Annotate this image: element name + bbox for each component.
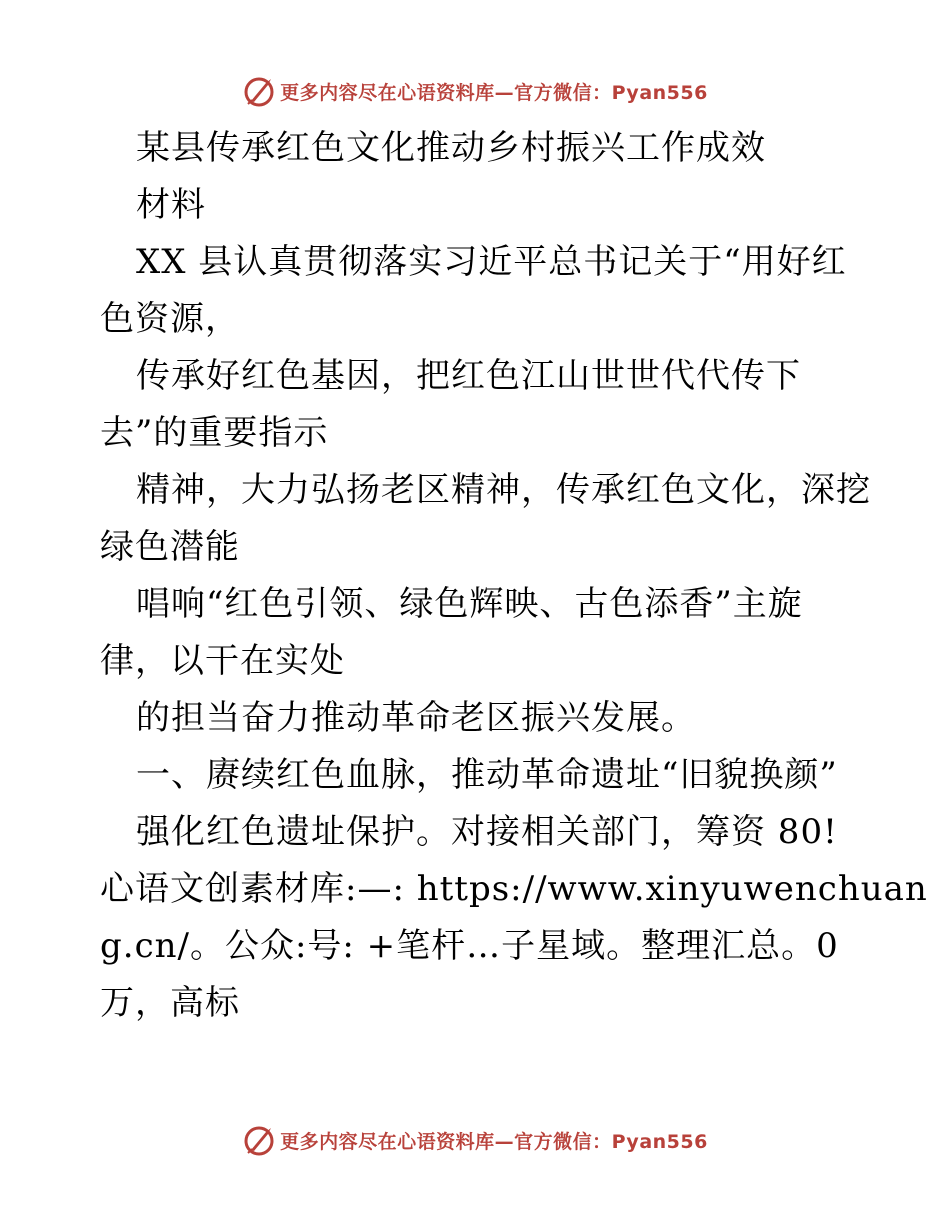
paragraph-line: 唱响“红色引领、绿色辉映、古色添香”主旋 — [136, 584, 803, 624]
footer-watermark — [0, 1120, 950, 1160]
paragraph-line: 绿色潜能 — [100, 527, 240, 567]
quill-logo-icon — [242, 1123, 276, 1157]
paragraph-line: XX 县认真贯彻落实习近平总书记关于“用好红 — [136, 242, 847, 282]
title-line-1: 某县传承红色文化推动乡村振兴工作成效 — [136, 128, 766, 168]
paragraph-line: 心语文创素材库:—: https://www.xinyuwenchuan — [100, 869, 928, 909]
paragraph-line: 的担当奋力推动革命老区振兴发展。 — [136, 698, 696, 738]
section-heading: 一、赓续红色血脉，推动革命遗址“旧貌换颜” — [136, 755, 838, 795]
paragraph-line: 精神，大力弘扬老区精神，传承红色文化，深挖 — [136, 470, 871, 510]
paragraph-line: 强化红色遗址保护。对接相关部门，筹资 80! — [136, 812, 838, 852]
paragraph-line: 去”的重要指示 — [100, 413, 329, 453]
paragraph-line: 传承好红色基因，把红色江山世世代代传下 — [136, 356, 801, 396]
watermark-text: 更多内容尽在心语资料库—官方微信：Pyan556 — [280, 81, 708, 104]
quill-logo-icon — [242, 74, 276, 108]
watermark-text: 更多内容尽在心语资料库—官方微信：Pyan556 — [280, 1130, 708, 1153]
paragraph-line: g.cn/。公众:号: +笔杆…子星域。整理汇总。0 — [100, 926, 839, 966]
title-line-2: 材料 — [136, 185, 206, 225]
paragraph-line: 律，以干在实处 — [100, 641, 345, 681]
paragraph-line: 色资源， — [100, 299, 240, 339]
paragraph-line: 万，高标 — [100, 983, 240, 1023]
header-watermark — [0, 71, 950, 111]
